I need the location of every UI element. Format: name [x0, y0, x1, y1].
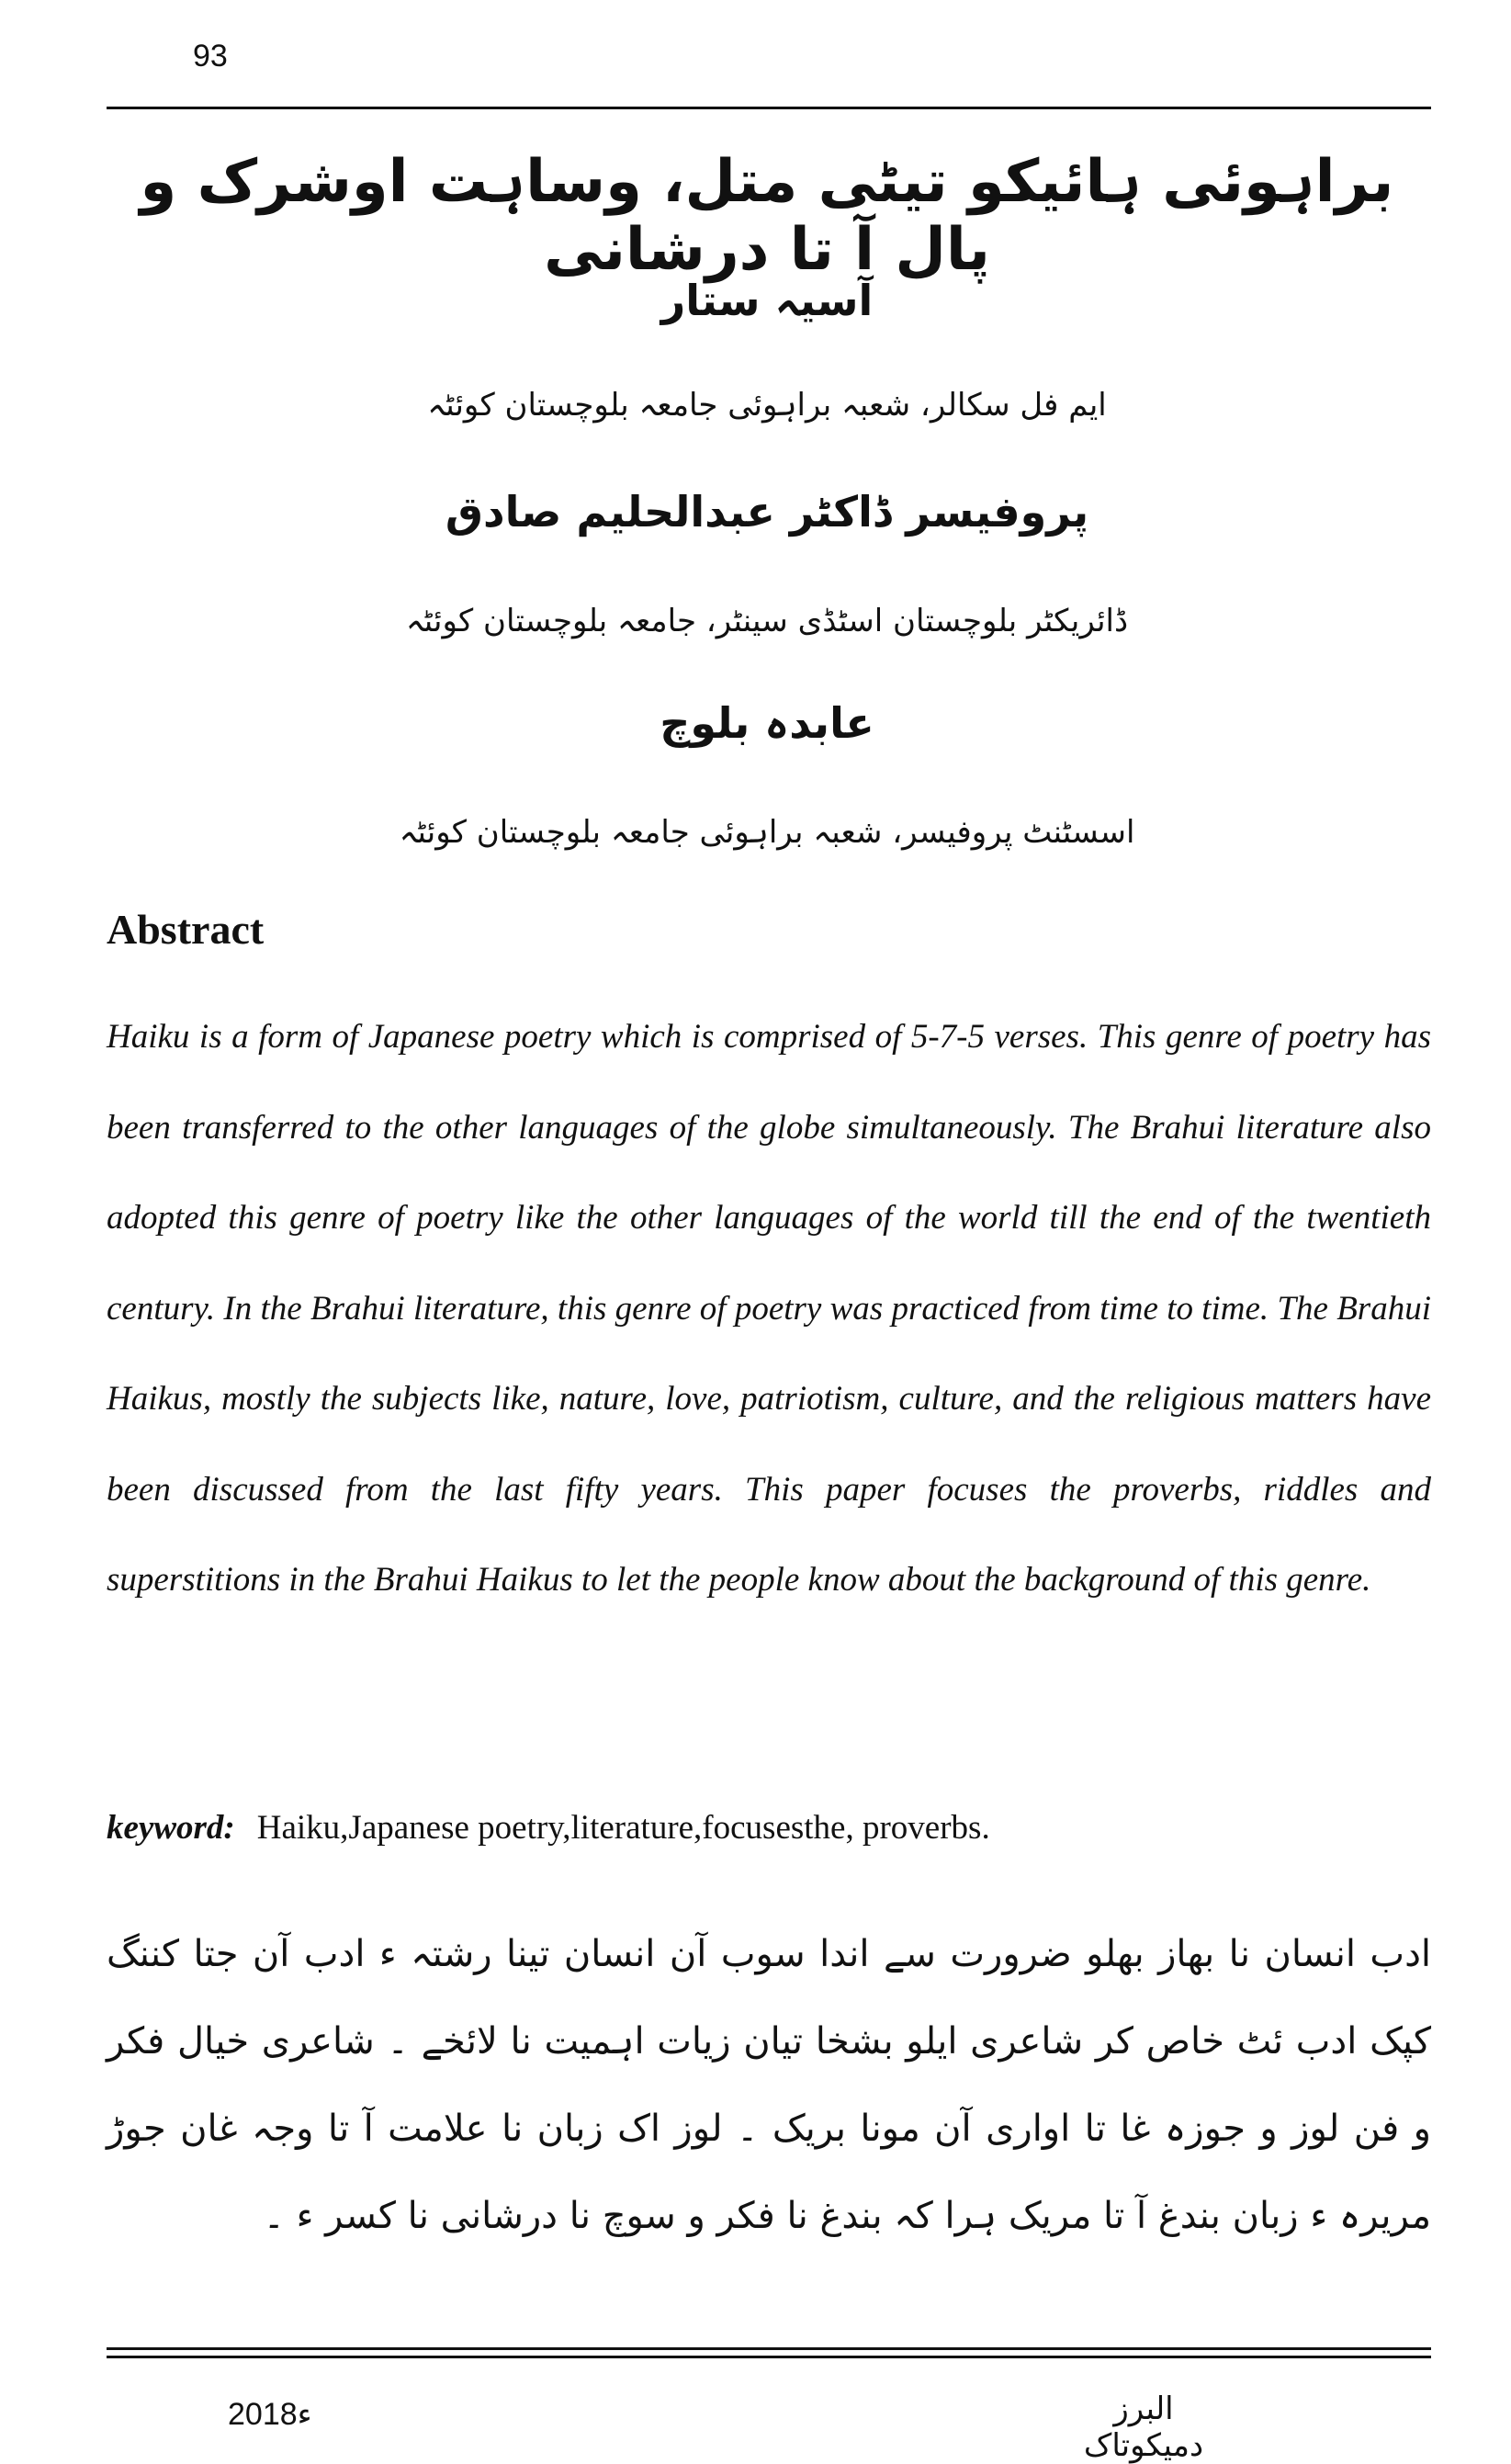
- header-rule: [107, 107, 1431, 109]
- author-name: پروفیسر ڈاکٹر عبدالحلیم صادق: [445, 487, 1089, 537]
- footer-rule: [107, 2347, 1431, 2358]
- keyword-text: Haiku,Japanese poetry,literature,focusesthe, proverbs.: [256, 1809, 990, 1847]
- paper-title: براہوئی ہائیکو تیٹی متل، وساہت اوشرک و پال آ تا درشانی: [140, 148, 1394, 284]
- urdu-paragraph: ادب انسان نا بھاز بھلو ضرورت سے اندا سوب آن انسان تینا رشتہ ء ادب آن جتا کننگ کپک ادب ئٹ خاص کر شاعری ایلو بشخا تیان زیات اہمیت نا لائخے ۔ شاعری خیال فکر و فن لوز و جوزہ غا تا اواری آن مونا بریک ۔ لوز اک زبان نا علامت آ تا وجہ غان جوڑ مریرہ ء زبان بندغ آ تا مریک ہرا کہ بندغ نا فکر و سوچ نا درشانی نا کسر ء ۔: [107, 1933, 1431, 2237]
- keyword-label: keyword:: [107, 1809, 235, 1847]
- author-name: آسیہ ستار: [660, 276, 874, 325]
- abstract-heading: Abstract: [107, 906, 265, 953]
- page-number: 93: [193, 39, 228, 73]
- author-name: عابدہ بلوچ: [660, 698, 874, 748]
- author-affiliation: اسسٹنٹ پروفیسر، شعبہ براہوئی جامعہ بلوچستان کوئٹہ: [399, 814, 1135, 851]
- footer-journal: البرز دمیکوتاک: [1083, 2391, 1204, 2464]
- abstract-body: Haiku is a form of Japanese poetry which is comprised of 5-7-5 verses. This genre of poetry has been transferred to the other languages of the globe simultaneously. The Brahui literature also adopted this genre of poetry like the other languages of the world till the end of the twentieth century. In the Brahui literature, this genre of poetry was practiced from time to time. The Brahui Haikus, mostly the subjects like, nature, love, patriotism, culture, and the religious matters have been discussed from the last fifty years. This paper focuses the proverbs, riddles and superstitions in the Brahui Haikus to let the people know about the background of this genre.: [107, 1018, 1431, 1599]
- keywords: [107, 1808, 1431, 1848]
- footer-year: 2018ء: [228, 2397, 312, 2432]
- author-affiliation: ایم فل سکالر، شعبہ براہوئی جامعہ بلوچستان کوئٹہ: [427, 387, 1107, 424]
- author-affiliation: ڈائریکٹر بلوچستان اسٹڈی سینٹر، جامعہ بلوچستان کوئٹہ: [405, 603, 1129, 639]
